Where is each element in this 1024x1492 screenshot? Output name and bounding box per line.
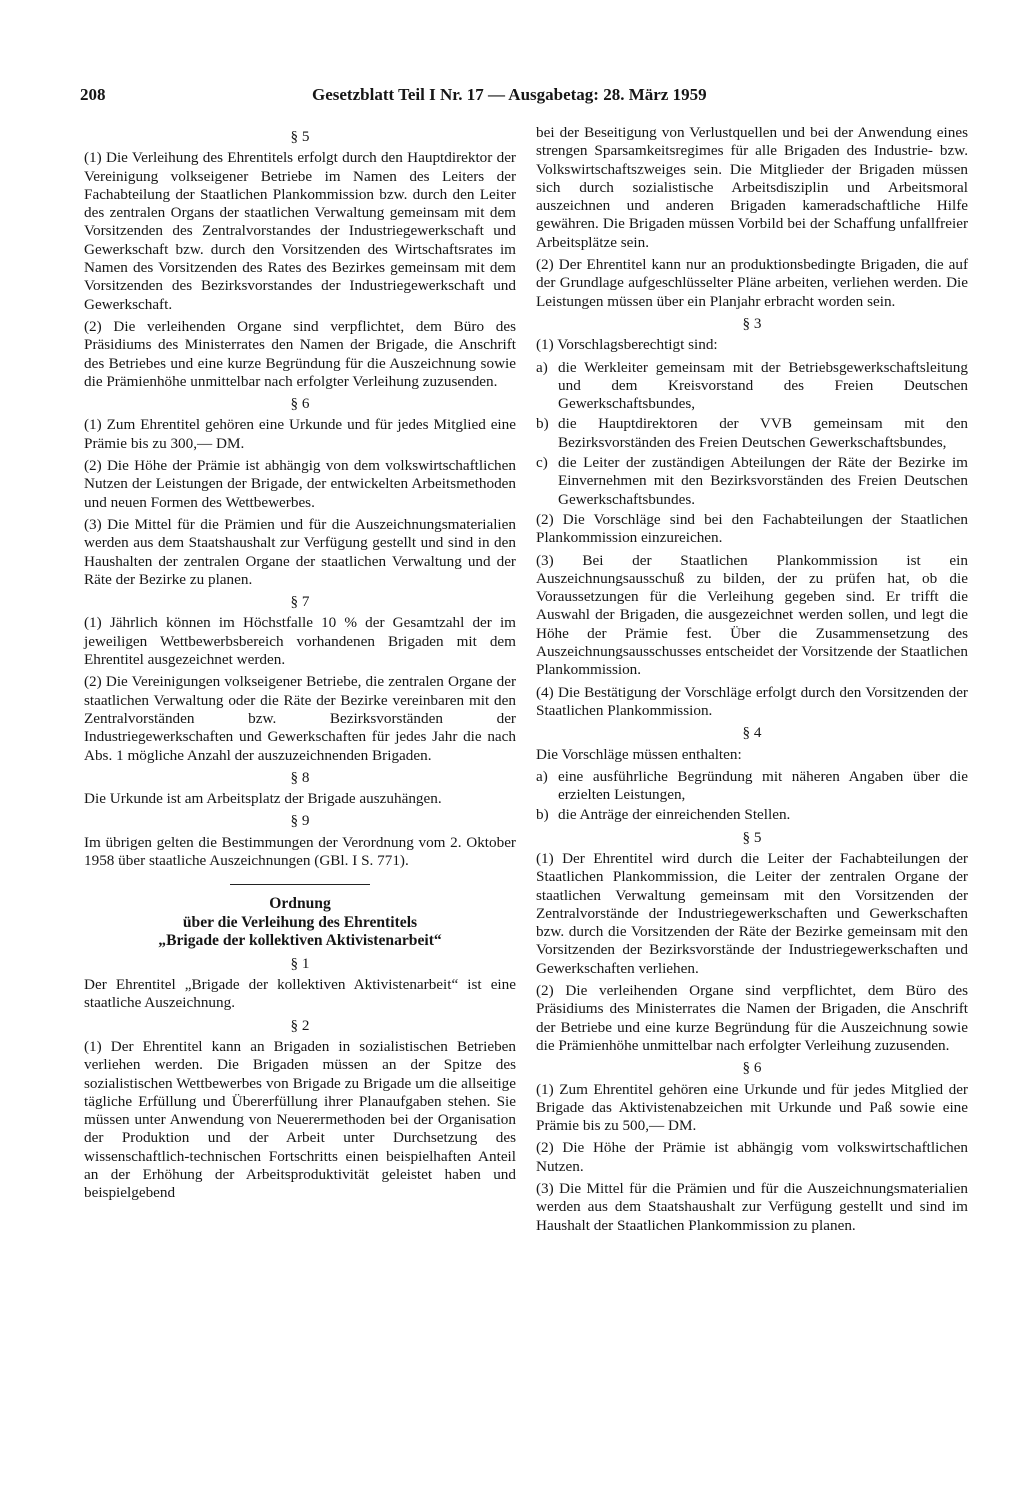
separator-rule (230, 884, 370, 885)
paragraph: (2) Die Höhe der Prämie ist abhängig von dem volkswirtschaftlichen Nutzen der Leistungen der Brigade, der entwickelten Arbeitsmethoden und neuen Formen des Wettbewerbes. (84, 457, 516, 511)
list-item-text: die Leiter der zuständigen Abteilungen der Räte der Bezirke im Einvernehmen mit den Bezirksvorständen des Freien Deutschen Gewerkschaftsbundes. (558, 454, 968, 508)
paragraph: Der Ehrentitel „Brigade der kollektiven Aktivistenarbeit“ ist eine staatliche Auszeichnung. (84, 976, 516, 1012)
paragraph: (3) Die Mittel für die Prämien und für die Auszeichnungsmaterialien werden aus dem Staatshaushalt zur Verfügung gestellt und sind in den Haushalten der zentralen Organe der staatlichen Verwaltung und der Räte der Bezirke zu planen. (84, 515, 516, 588)
paragraph: (3) Die Mittel für die Prämien und für die Auszeichnungsmaterialien werden aus dem Staatshaushalt zur Verfügung gestellt und sind im Haushalt der Staatlichen Plankommission zu planen. (536, 1180, 968, 1234)
section-heading: § 5 (742, 828, 762, 846)
ordinance-subtitle-award: „Brigade der kollektiven Aktivistenarbeit“ (158, 932, 442, 950)
page-header (80, 85, 970, 111)
list-item-label: b) (536, 415, 549, 433)
paragraph: (1) Die Verleihung des Ehrentitels erfolgt durch den Hauptdirektor der Vereinigung volkseigener Betriebe im Namen des Leiters der Fachabteilung der Staatlichen Plankommission bzw. durch den Leiter des zentralen Organs der staatlichen Verwaltung gemeinsam mit dem Vorsitzenden des Zentralvorstandes der Industriegewerkschaft und Gewerkschaft bzw. durch den Vorsitzenden des Wirtschaftsrates im Namen des Vorsitzenden des Rates des Bezirkes gemeinsam mit dem Vorsitzenden des Bezirksvorstandes der Industriegewerkschaft und Gewerkschaft. (84, 149, 516, 313)
ordinance-title: Ordnung (269, 895, 331, 913)
paragraph: (2) Die Höhe der Prämie ist abhängig vom volkswirtschaftlichen Nutzen. (536, 1139, 968, 1175)
header-title: Gesetzblatt Teil I Nr. 17 — Ausgabetag: 28. März 1959 (312, 85, 707, 104)
paragraph: bei der Beseitigung von Verlustquellen und bei der Anwendung eines strengen Sparsamkeitsregimes für alle Brigaden des Industrie- bzw. Volkswirtschaftszweiges sein. Die Mitglieder der Brigaden müssen sich durch sozialistische Arbeitsdisziplin und Arbeitsmoral auszeichnen und anderen Brigaden kameradschaftliche Hilfe gewähren. Die Brigaden müssen Vorbild bei der Schaffung unfallfreier Arbeitsplätze sein. (536, 124, 968, 251)
list-item-label: b) (536, 806, 549, 824)
paragraph: (1) Der Ehrentitel wird durch die Leiter der Fachabteilungen der Staatlichen Plankommission, die Leiter der zentralen Organe der staatlichen Verwaltung gemeinsam mit den Vorsitzenden der Zentralvorstände der Industriegewerkschaften und Gewerkschaften bzw. durch die Vorsitzenden der Räte der Bezirke gemeinsam mit den Vorsitzenden der Bezirksvorstände der Industriegewerkschaften und Gewerkschaften verliehen. (536, 849, 968, 977)
left-column (84, 124, 516, 1207)
paragraph: (2) Der Ehrentitel kann nur an produktionsbedingte Brigaden, die auf der Grundlage aufgeschlüsselter Pläne arbeiten, verliehen werden. Die Leistungen müssen über ein Planjahr erbracht worden sein. (536, 256, 968, 310)
section-heading: § 1 (290, 954, 310, 972)
paragraph: (2) Die Vereinigungen volkseigener Betriebe, die zentralen Organe der staatlichen Verwaltung oder die Räte der Bezirke vereinbaren mit den Zentralvorständen bzw. Bezirksvorständen der Industriegewerkschaften und Gewerkschaften für jedes Jahr die nach Abs. 1 mögliche Anzahl der auszuzeichnenden Brigaden. (84, 673, 516, 764)
list-item (536, 359, 968, 414)
section-heading: § 6 (742, 1059, 762, 1077)
paragraph: (1) Zum Ehrentitel gehören eine Urkunde und für jedes Mitglied der Brigade das Aktivistenabzeichen mit Urkunde und Paß sowie eine Prämie bis zu 500,— DM. (536, 1080, 968, 1135)
list-item-label: a) (536, 358, 548, 376)
paragraph: Im übrigen gelten die Bestimmungen der Verordnung vom 2. Oktober 1958 über staatliche Auszeichnungen (GBl. I S. 771). (84, 833, 516, 869)
section-heading: § 6 (290, 395, 310, 413)
list-item (536, 768, 968, 805)
section-heading: § 5 (290, 128, 310, 145)
list-item-text: die Anträge der einreichenden Stellen. (558, 806, 791, 824)
paragraph: (2) Die Vorschläge sind bei den Fachabteilungen der Staatlichen Plankommission einzureichen. (536, 510, 968, 547)
list-item (536, 415, 968, 452)
section-heading: § 4 (742, 724, 762, 742)
section-heading: § 8 (290, 768, 310, 786)
paragraph: (3) Bei der Staatlichen Plankommission ist ein Auszeichnungsausschuß zu bilden, der zu prüfen hat, ob die Voraussetzungen für die Verleihung gegeben sind. Er trifft die Auswahl der Brigaden, die ausgezeichnet werden sollen, und legt die Höhe der Prämie fest. Über die Zusammensetzung des Auszeichnungsausschusses entscheidet der Vorsitzende der Staatlichen Plankommission. (536, 551, 968, 679)
list-item-text: die Hauptdirektoren der VVB gemeinsam mit den Bezirksvorständen des Freien Deutschen Gewerkschaftsbundes, (558, 415, 968, 451)
paragraph: Die Vorschläge müssen enthalten: (536, 745, 742, 763)
list-item-label: c) (536, 454, 548, 472)
paragraph: Die Urkunde ist am Arbeitsplatz der Brigade auszuhängen. (84, 790, 442, 808)
paragraph: (4) Die Bestätigung der Vorschläge erfolgt durch den Vorsitzenden der Staatlichen Plankommission. (536, 683, 968, 719)
section-heading: § 9 (290, 812, 310, 830)
list-item-text: die Werkleiter gemeinsam mit der Betriebsgewerkschaftsleitung und dem Kreisvorstand des Freien Deutschen Gewerkschaftsbundes, (558, 358, 968, 413)
list-item-text: eine ausführliche Begründung mit näheren Angaben über die erzielten Leistungen, (558, 767, 968, 804)
list-item-label: a) (536, 767, 548, 785)
list-item (536, 806, 968, 824)
paragraph: (2) Die verleihenden Organe sind verpflichtet, dem Büro des Präsidiums des Ministerrates den Namen der Brigade, die Anschrift des Betriebes und eine kurze Begründung für die Auszeichnung sowie die Prämienhöhe unmittelbar nach erfolgter Verleihung zuzusenden. (84, 317, 516, 390)
page-number: 208 (80, 85, 106, 104)
list-item (536, 454, 968, 509)
paragraph: (1) Jährlich können im Höchstfalle 10 % der Gesamtzahl der im jeweiligen Wettbewerbsbereich vorhandenen Brigaden mit dem Ehrentitel ausgezeichnet werden. (84, 614, 516, 669)
paragraph: (1) Zum Ehrentitel gehören eine Urkunde und für jedes Mitglied eine Prämie bis zu 300,— DM. (84, 416, 516, 452)
section-heading: § 2 (290, 1016, 310, 1034)
paragraph: (1) Der Ehrentitel kann an Brigaden in sozialistischen Betrieben verliehen werden. Die Brigaden müssen an der Spitze des sozialistischen Wettbewerbes von Brigade zu Brigade um die allseitige tägliche Erfüllung und Übererfüllung ihrer Planaufgaben stehen. Sie müssen unter Anwendung von Neuerermethoden bei der Organisation der Produktion und der Arbeit unter Durchsetzung des wissenschaftlich-technischen Fortschritts einen beispielhaften Anteil an der Erhöhung der Arbeitsproduktivität geleistet haben und beispielgebend (84, 1037, 516, 1202)
paragraph: (2) Die verleihenden Organe sind verpflichtet, dem Büro des Präsidiums des Ministerrates die Namen der Brigaden, die Anschrift der Betriebe und eine kurze Begründung für die Auszeichnung sowie die Prämienhöhe unmittelbar nach erfolgter Verleihung zuzusenden. (536, 982, 968, 1054)
right-column (536, 124, 968, 1239)
ordinance-subtitle: über die Verleihung des Ehrentitels (182, 913, 418, 931)
paragraph: (1) Vorschlagsberechtigt sind: (536, 336, 718, 354)
section-heading: § 7 (290, 593, 310, 611)
section-heading: § 3 (742, 314, 762, 332)
